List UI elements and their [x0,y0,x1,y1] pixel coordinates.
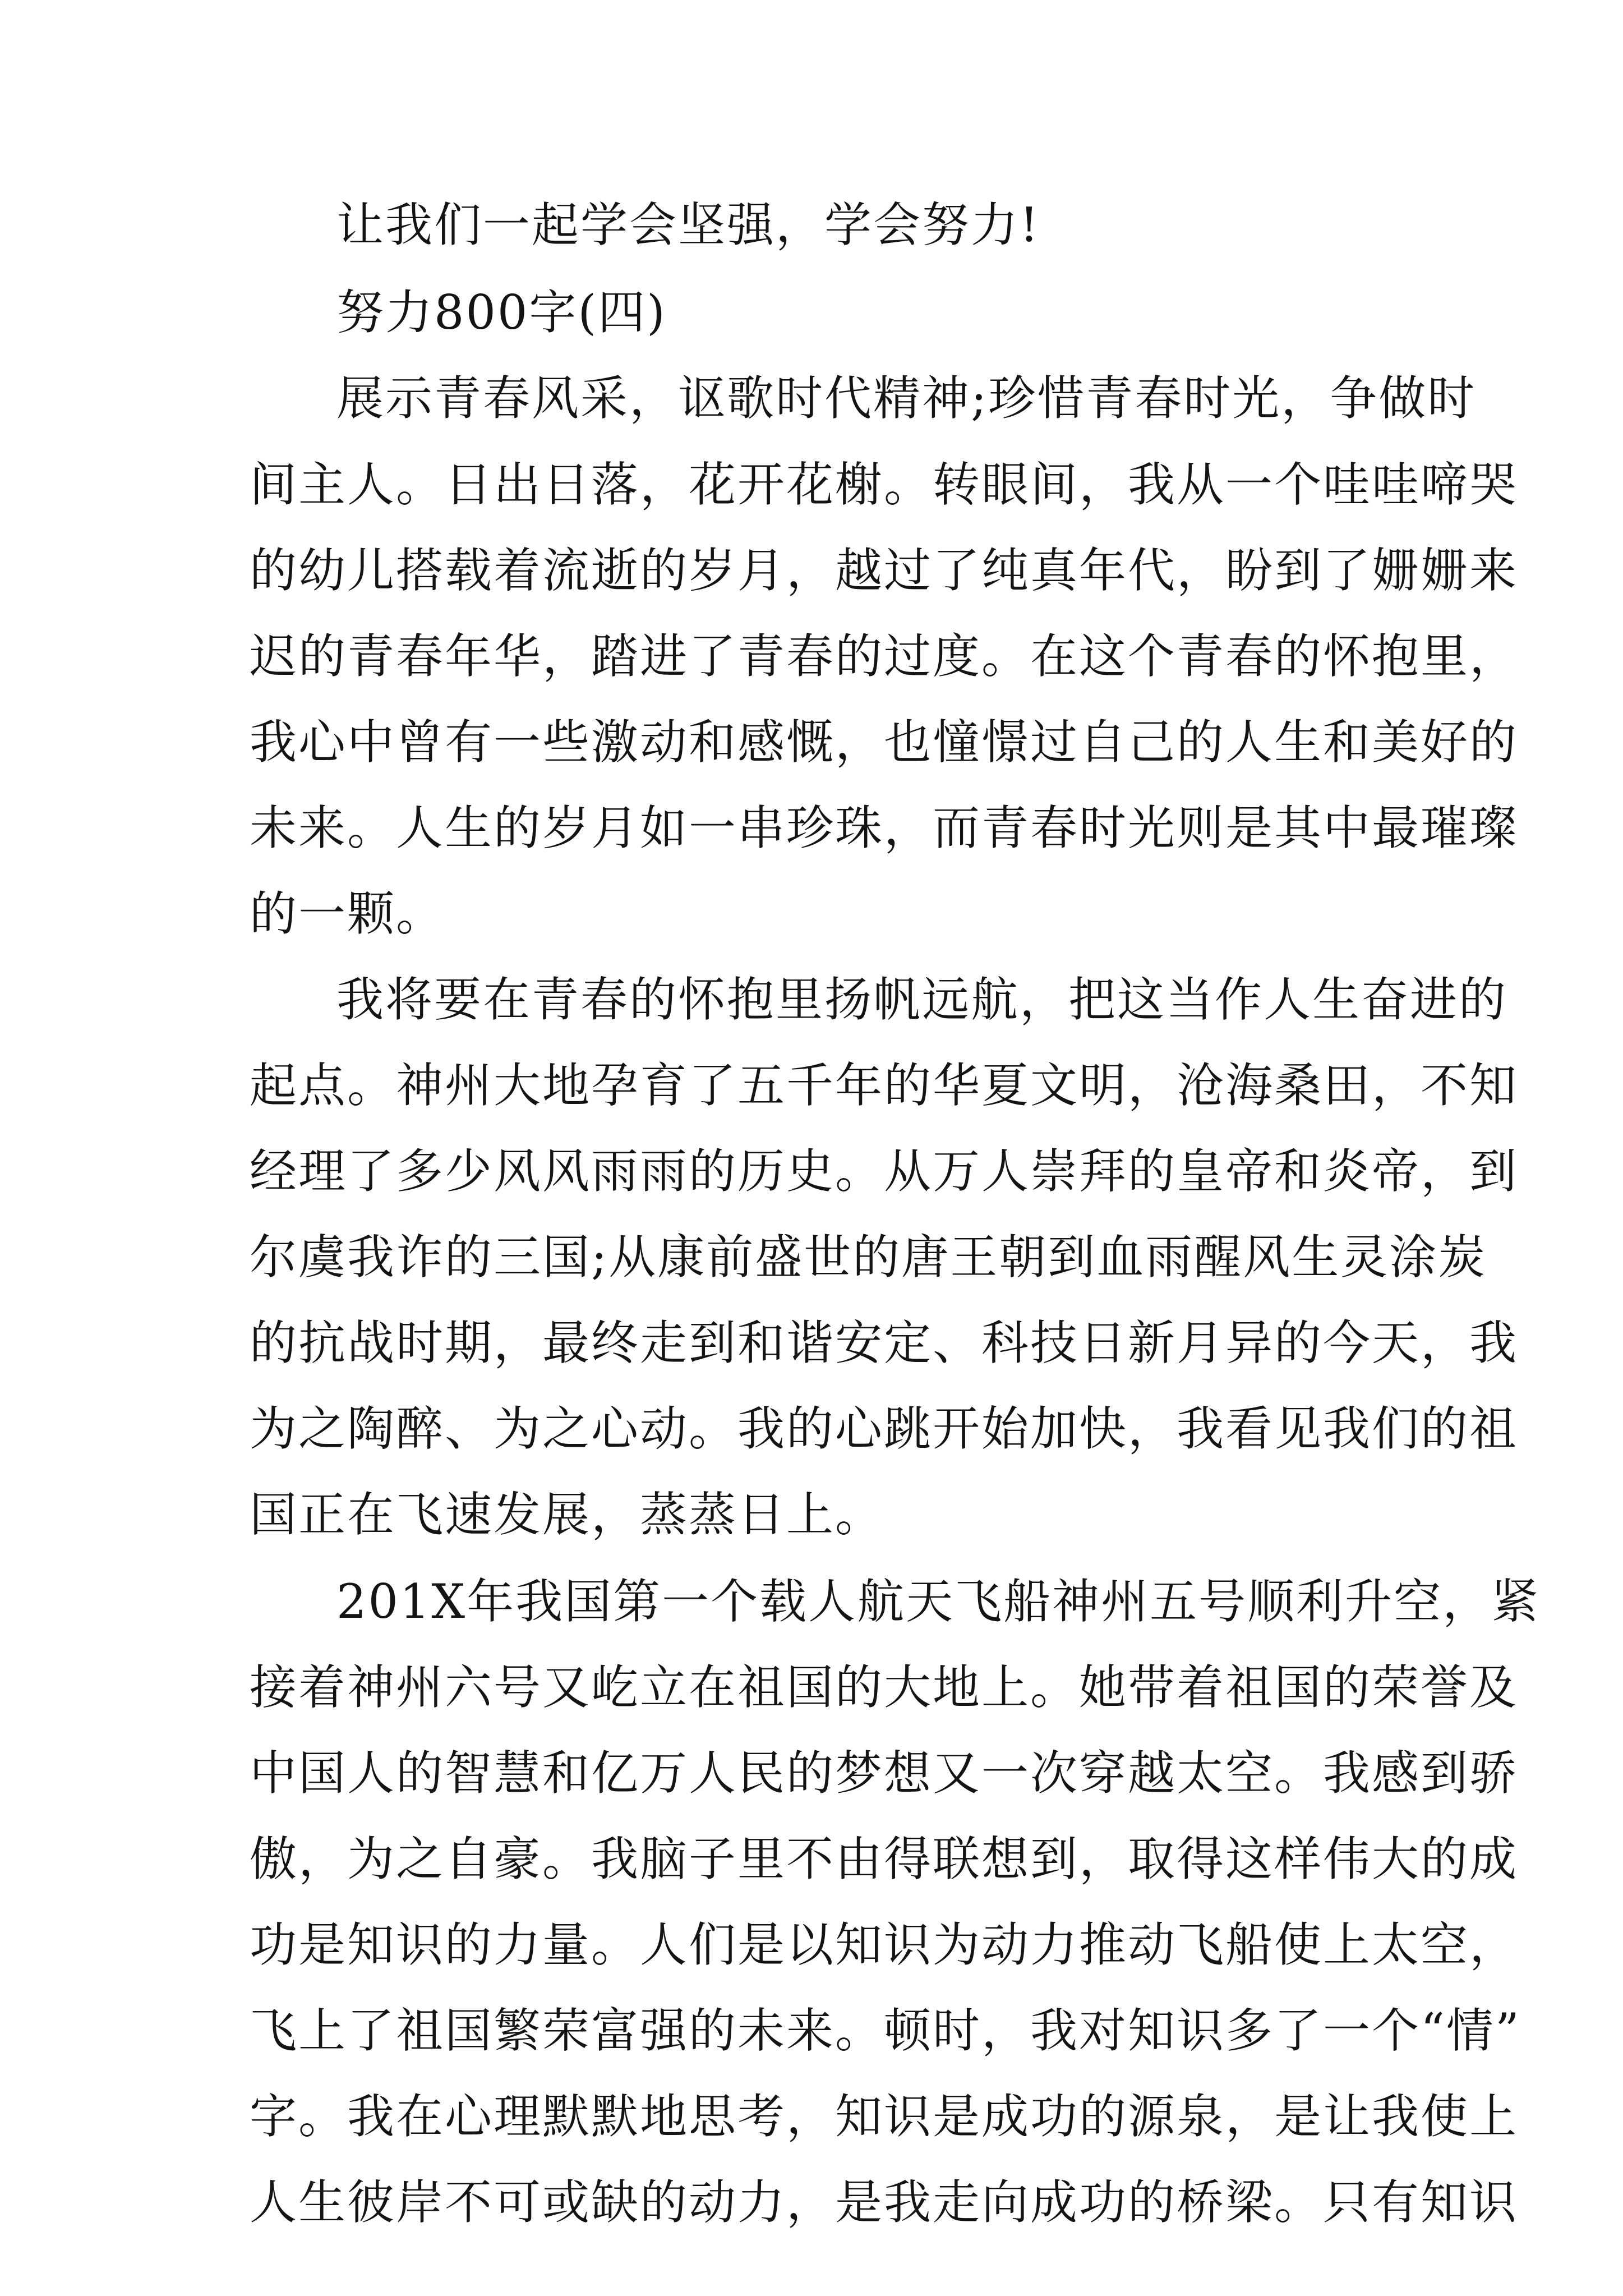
text-line: 间主人。日出日落，花开花榭。转眼间，我从一个哇哇啼哭 [250,457,1519,512]
text-line: 尔虞我诈的三国;从康前盛世的唐王朝到血雨醒风生灵涂炭 [250,1230,1487,1285]
text-line: 的幼儿搭载着流逝的岁月，越过了纯真年代，盼到了姗姗来 [250,543,1519,598]
section-heading: 努力800字(四) [336,285,667,340]
text-line: 字。我在心理默默地思考，知识是成功的源泉，是让我使上 [250,2089,1519,2144]
text-line: 未来。人生的岁月如一串珍珠，而青春时光则是其中最璀璨 [250,800,1519,855]
text-line: 我将要在青春的怀抱里扬帆远航，把这当作人生奋进的 [336,972,1508,1027]
text-line: 为之陶醉、为之心动。我的心跳开始加快，我看见我们的祖 [250,1401,1519,1456]
text-line: 人生彼岸不可或缺的动力，是我走向成功的桥梁。只有知识 [250,2175,1519,2230]
text-line: 201X年我国第一个载人航天飞船神州五号顺利升空，紧 [336,1574,1541,1629]
text-line: 飞上了祖国繁荣富强的未来。顿时，我对知识多了一个“情” [250,2003,1521,2058]
text-line: 国正在飞速发展，蒸蒸日上。 [250,1487,884,1542]
text-line: 的一颗。 [250,886,445,941]
text-line: 的抗战时期，最终走到和谐安定、科技日新月异的今天，我 [250,1315,1519,1370]
text-line: 经理了多少风风雨雨的历史。从万人崇拜的皇帝和炎帝，到 [250,1144,1519,1199]
text-line: 让我们一起学会坚强，学会努力! [336,197,1040,252]
text-line: 傲，为之自豪。我脑子里不由得联想到，取得这样伟大的成 [250,1832,1519,1887]
text-line: 接着神州六号又屹立在祖国的大地上。她带着祖国的荣誉及 [250,1660,1519,1715]
text-line: 迟的青春年华，踏进了青春的过度。在这个青春的怀抱里， [250,629,1519,684]
text-line: 起点。神州大地孕育了五千年的华夏文明，沧海桑田，不知 [250,1058,1519,1113]
text-line: 我心中曾有一些激动和感慨，也憧憬过自己的人生和美好的 [250,715,1519,770]
text-line: 中国人的智慧和亿万人民的梦想又一次穿越太空。我感到骄 [250,1746,1519,1801]
text-line: 展示青春风采，讴歌时代精神;珍惜青春时光，争做时 [336,371,1477,426]
text-line: 功是知识的力量。人们是以知识为动力推动飞船使上太空， [250,1917,1519,1972]
